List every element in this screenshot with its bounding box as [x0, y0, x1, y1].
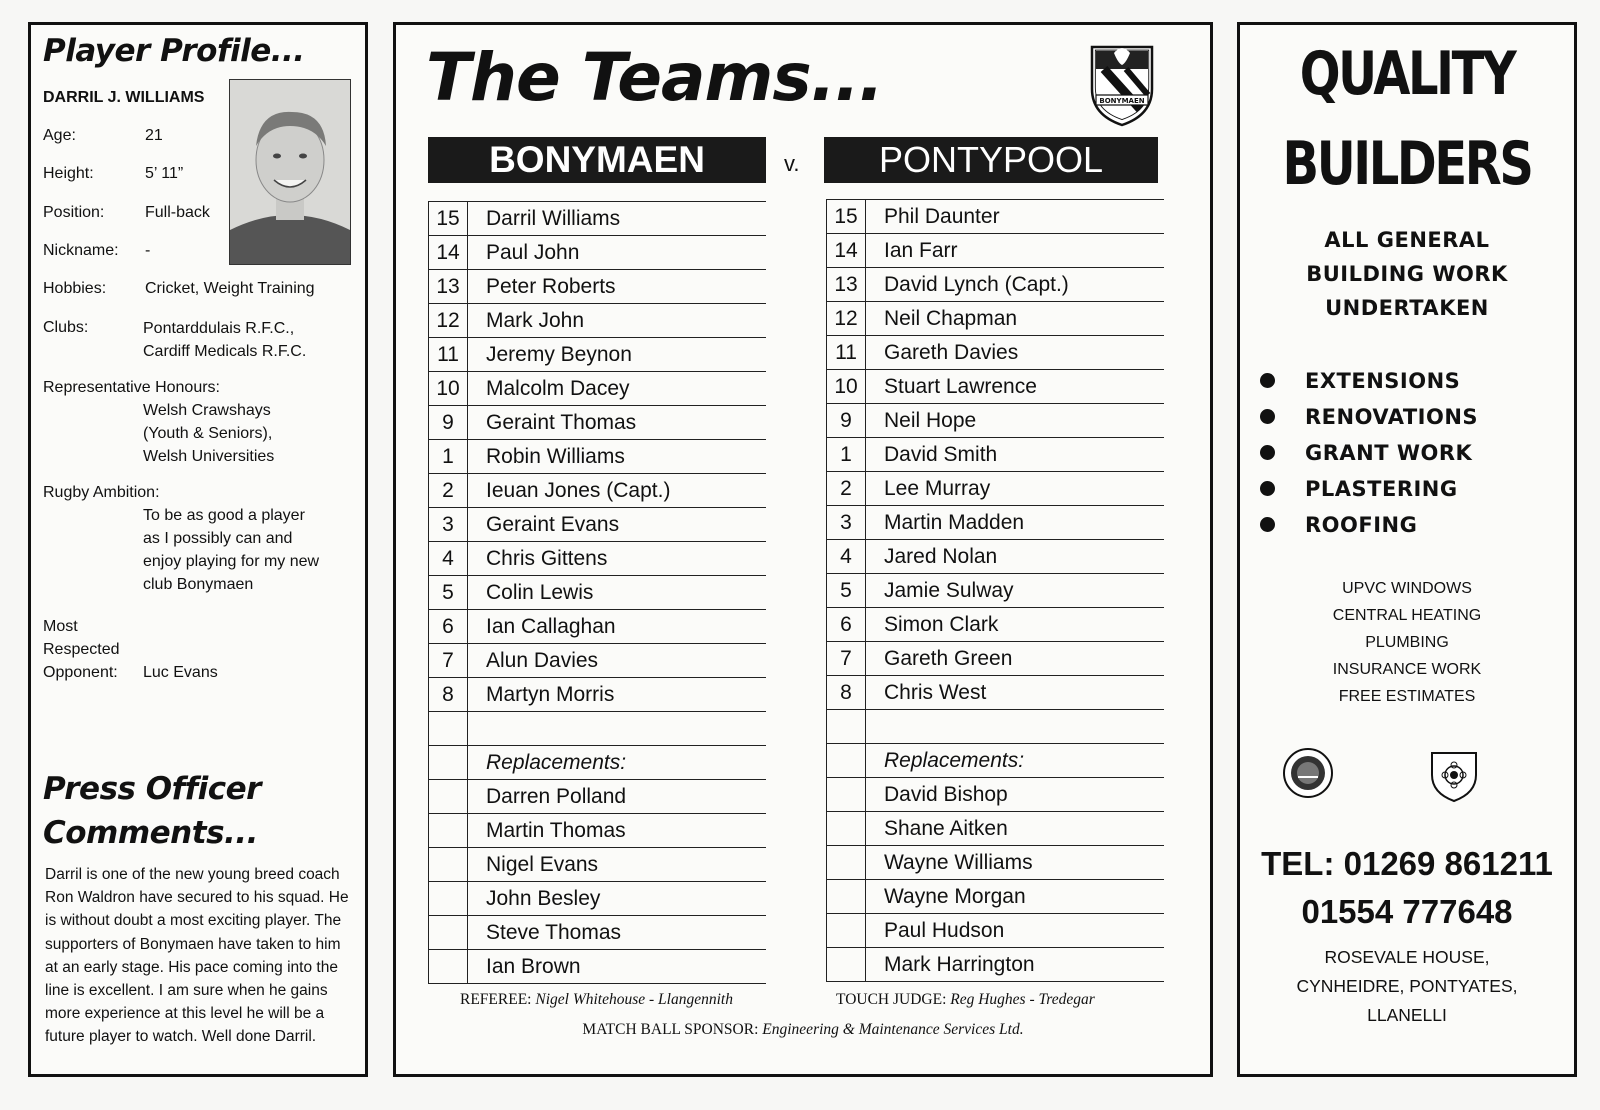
height-row	[43, 165, 183, 183]
home-player-row	[429, 304, 767, 338]
away-player-row	[827, 506, 1165, 540]
player-name: Phil Daunter	[866, 200, 1165, 234]
away-team-name: PONTYPOOL	[824, 137, 1158, 183]
home-player-row	[429, 712, 767, 746]
bullet-icon	[1260, 409, 1275, 424]
age-label: Age:	[43, 127, 76, 144]
player-name: Mark John	[468, 304, 767, 338]
shirt-number: 3	[429, 508, 468, 542]
away-player-row	[827, 676, 1165, 710]
player-name: Martin Madden	[866, 506, 1165, 540]
ad-address	[1240, 943, 1574, 1030]
player-name	[866, 710, 1165, 744]
clubs-label: Clubs:	[43, 319, 89, 336]
ad-sub-line: BUILDING WORK	[1306, 262, 1508, 286]
home-player-row	[429, 372, 767, 406]
player-name: David Lynch (Capt.)	[866, 268, 1165, 302]
hobbies-value: Cricket, Weight Training	[145, 280, 315, 297]
shirt-number: 9	[429, 406, 468, 440]
player-name: Paul John	[468, 236, 767, 270]
away-player-row	[827, 608, 1165, 642]
shirt-number	[827, 812, 866, 846]
height-label: Height:	[43, 165, 94, 182]
player-name: Geraint Thomas	[468, 406, 767, 440]
shirt-number: 10	[429, 372, 468, 406]
shirt-number: 5	[827, 574, 866, 608]
honour-item: (Youth & Seniors),	[143, 425, 273, 442]
shirt-number: 8	[827, 676, 866, 710]
versus-label: v.	[784, 151, 800, 176]
shirt-number: 13	[827, 268, 866, 302]
shirt-number: 1	[429, 440, 468, 474]
player-name	[468, 712, 767, 746]
service-label: RENOVATIONS	[1305, 405, 1479, 429]
home-player-row	[429, 882, 767, 916]
shirt-number: 13	[429, 270, 468, 304]
shirt-number	[429, 780, 468, 814]
bullet-icon	[1260, 517, 1275, 532]
ambition-line: To be as good a player	[143, 507, 305, 524]
shirt-number	[827, 914, 866, 948]
player-name: Robin Williams	[468, 440, 767, 474]
away-player-row	[827, 778, 1165, 812]
replacements-label: Replacements:	[468, 746, 767, 780]
club-item: Cardiff Medicals R.F.C.	[143, 343, 307, 360]
press-officer-title	[43, 767, 261, 855]
player-name: Malcolm Dacey	[468, 372, 767, 406]
press-comments-body: Darril is one of the new young breed coach Ron Waldron have secured to his squad. He is without doubt a most exciting player. The supporters of Bonymaen have taken to him at an early stage. His pace coming into the line is excellent. I am sure when he gains more experience at this level he will be a future player to watch. Well done Darril.	[45, 866, 349, 1046]
home-player-row	[429, 508, 767, 542]
away-player-row	[827, 540, 1165, 574]
other-service: CENTRAL HEATING	[1332, 607, 1482, 624]
home-team-list	[428, 201, 766, 984]
touch-judge	[836, 991, 1095, 1009]
press-title-line: Press Officer	[43, 771, 261, 807]
referee-value: Nigel Whitehouse - Llangennith	[535, 991, 733, 1008]
clubs-row	[43, 319, 145, 337]
away-player-row	[827, 914, 1165, 948]
ad-sub-line: ALL GENERAL	[1324, 228, 1490, 252]
shirt-number	[827, 948, 866, 982]
referee	[460, 991, 733, 1009]
honour-item: Welsh Crawshays	[143, 402, 271, 419]
away-player-row	[827, 200, 1165, 234]
shirt-number: 1	[827, 438, 866, 472]
shirt-number: 11	[429, 338, 468, 372]
ambition-label: Rugby Ambition:	[43, 484, 160, 501]
service-item	[1260, 435, 1478, 471]
bullet-icon	[1260, 481, 1275, 496]
hobbies-label: Hobbies:	[43, 280, 107, 297]
age-value: 21	[145, 127, 163, 144]
shirt-number	[827, 744, 866, 778]
home-player-row	[429, 678, 767, 712]
shirt-number: 8	[429, 678, 468, 712]
player-name: David Bishop	[866, 778, 1165, 812]
home-player-row	[429, 780, 767, 814]
hobbies-row	[43, 280, 315, 298]
player-name: John Besley	[468, 882, 767, 916]
address-line: CYNHEIDRE, PONTYATES,	[1296, 976, 1518, 996]
home-player-row	[429, 576, 767, 610]
other-service: INSURANCE WORK	[1332, 661, 1482, 678]
service-label: GRANT WORK	[1305, 441, 1473, 465]
shirt-number: 12	[827, 302, 866, 336]
shirt-number: 15	[827, 200, 866, 234]
service-item	[1260, 507, 1478, 543]
player-name: DARRIL J. WILLIAMS	[43, 89, 205, 106]
away-player-row	[827, 302, 1165, 336]
home-player-row	[429, 236, 767, 270]
player-photo	[229, 79, 351, 265]
player-name: Ian Callaghan	[468, 610, 767, 644]
opponent-label	[43, 615, 120, 684]
ad-headline-line: BUILDERS	[1282, 129, 1532, 199]
away-player-row	[827, 744, 1165, 778]
shirt-number: 5	[429, 576, 468, 610]
home-player-row	[429, 406, 767, 440]
sponsor-label: MATCH BALL SPONSOR:	[582, 1021, 759, 1038]
away-player-row	[827, 846, 1165, 880]
shirt-number: 12	[429, 304, 468, 338]
ambition-text	[143, 504, 319, 596]
player-name: Wayne Morgan	[866, 880, 1165, 914]
association-logo-right	[1428, 747, 1480, 808]
ambition-line: enjoy playing for my new	[143, 553, 320, 570]
home-team-name: BONYMAEN	[428, 137, 766, 183]
ambition-line: club Bonymaen	[143, 576, 254, 593]
bullet-icon	[1260, 445, 1275, 460]
player-name: Geraint Evans	[468, 508, 767, 542]
player-name: Colin Lewis	[468, 576, 767, 610]
shirt-number	[827, 778, 866, 812]
position-label: Position:	[43, 204, 105, 221]
shirt-number: 3	[827, 506, 866, 540]
player-name: Ieuan Jones (Capt.)	[468, 474, 767, 508]
player-name: Simon Clark	[866, 608, 1165, 642]
ad-sub-line: UNDERTAKEN	[1325, 296, 1489, 320]
service-item	[1260, 399, 1478, 435]
shirt-number: 7	[429, 644, 468, 678]
nickname-value: -	[145, 242, 151, 259]
shirt-number	[827, 880, 866, 914]
clubs-list	[143, 317, 306, 363]
other-services	[1240, 575, 1574, 710]
away-player-row	[827, 642, 1165, 676]
player-name: Ian Farr	[866, 234, 1165, 268]
replacements-label: Replacements:	[866, 744, 1165, 778]
shirt-number: 14	[429, 236, 468, 270]
away-player-row	[827, 472, 1165, 506]
player-name: Neil Hope	[866, 404, 1165, 438]
shirt-number: 11	[827, 336, 866, 370]
shirt-number	[429, 950, 468, 984]
away-player-row	[827, 438, 1165, 472]
telephone-secondary: 01554 777648	[1301, 893, 1513, 930]
position-row	[43, 204, 210, 222]
player-name: Jamie Sulway	[866, 574, 1165, 608]
home-player-row	[429, 542, 767, 576]
player-name: Nigel Evans	[468, 848, 767, 882]
player-name: Martin Thomas	[468, 814, 767, 848]
sponsor-value: Engineering & Maintenance Services Ltd.	[762, 1021, 1024, 1038]
ad-headline-line: QUALITY	[1299, 39, 1515, 109]
player-name: Neil Chapman	[866, 302, 1165, 336]
player-name: Chris Gittens	[468, 542, 767, 576]
round-seal-icon	[1282, 747, 1334, 799]
services-list	[1260, 363, 1478, 543]
shirt-number: 4	[429, 542, 468, 576]
player-name: Chris West	[866, 676, 1165, 710]
player-name: Martyn Morris	[468, 678, 767, 712]
shirt-number	[827, 846, 866, 880]
height-value: 5’ 11”	[145, 165, 184, 182]
shield-rose-icon	[1428, 747, 1480, 803]
shirt-number	[429, 746, 468, 780]
home-player-row	[429, 474, 767, 508]
away-player-row	[827, 370, 1165, 404]
player-name: David Smith	[866, 438, 1165, 472]
away-player-row	[827, 812, 1165, 846]
away-team-list	[826, 199, 1164, 982]
player-name: Jeremy Beynon	[468, 338, 767, 372]
touch-judge-label: TOUCH JUDGE:	[836, 991, 947, 1008]
away-player-row	[827, 880, 1165, 914]
away-player-row	[827, 234, 1165, 268]
shirt-number: 10	[827, 370, 866, 404]
honour-item: Welsh Universities	[143, 448, 275, 465]
telephone-primary: TEL: 01269 861211	[1261, 845, 1553, 882]
home-player-row	[429, 848, 767, 882]
shirt-number: 2	[429, 474, 468, 508]
away-player-row	[827, 336, 1165, 370]
away-player-row	[827, 948, 1165, 982]
player-name: Steve Thomas	[468, 916, 767, 950]
home-player-row	[429, 202, 767, 236]
referee-label: REFEREE:	[460, 991, 532, 1008]
opponent-value: Luc Evans	[143, 664, 218, 681]
teams-panel	[393, 22, 1213, 1077]
quality-builders-advert	[1237, 22, 1577, 1077]
teams-title: The Teams...	[426, 39, 883, 116]
away-player-row	[827, 268, 1165, 302]
shirt-number: 2	[827, 472, 866, 506]
shirt-number: 4	[827, 540, 866, 574]
player-name: Lee Murray	[866, 472, 1165, 506]
ambition-line: as I possibly can and	[143, 530, 293, 547]
other-service: PLUMBING	[1365, 634, 1449, 651]
player-name: Peter Roberts	[468, 270, 767, 304]
player-name: Alun Davies	[468, 644, 767, 678]
player-profile-title: Player Profile...	[43, 33, 305, 69]
bullet-icon	[1260, 373, 1275, 388]
shirt-number: 7	[827, 642, 866, 676]
other-service: UPVC WINDOWS	[1342, 580, 1472, 597]
crest-text: BONYMAEN	[1099, 97, 1145, 105]
nickname-label: Nickname:	[43, 242, 119, 259]
bonymaen-crest-icon	[1086, 39, 1158, 131]
shirt-number	[429, 916, 468, 950]
player-name: Ian Brown	[468, 950, 767, 984]
player-name: Darren Polland	[468, 780, 767, 814]
service-item	[1260, 471, 1478, 507]
home-player-row	[429, 644, 767, 678]
honours-label: Representative Honours:	[43, 379, 220, 396]
player-name: Jared Nolan	[866, 540, 1165, 574]
press-title-line: Comments...	[43, 815, 258, 851]
shirt-number	[429, 848, 468, 882]
age-row	[43, 127, 163, 145]
club-crest	[1086, 39, 1158, 131]
service-label: ROOFING	[1305, 513, 1418, 537]
player-name: Stuart Lawrence	[866, 370, 1165, 404]
service-label: EXTENSIONS	[1305, 369, 1461, 393]
service-label: PLASTERING	[1305, 477, 1458, 501]
home-player-row	[429, 916, 767, 950]
player-profile-panel	[28, 22, 368, 1077]
home-player-row	[429, 440, 767, 474]
home-player-row	[429, 610, 767, 644]
home-player-row	[429, 746, 767, 780]
club-item: Pontarddulais R.F.C.,	[143, 320, 295, 337]
away-player-row	[827, 710, 1165, 744]
address-line: ROSEVALE HOUSE,	[1324, 947, 1490, 967]
match-ball-sponsor	[396, 1021, 1210, 1039]
home-player-row	[429, 814, 767, 848]
player-name: Shane Aitken	[866, 812, 1165, 846]
away-player-row	[827, 574, 1165, 608]
shirt-number	[429, 882, 468, 916]
shirt-number: 6	[429, 610, 468, 644]
home-player-row	[429, 270, 767, 304]
shirt-number	[429, 814, 468, 848]
player-name: Darril Williams	[468, 202, 767, 236]
player-portrait-icon	[230, 80, 350, 264]
service-item	[1260, 363, 1478, 399]
home-player-row	[429, 338, 767, 372]
shirt-number	[429, 712, 468, 746]
touch-judge-value: Reg Hughes - Tredegar	[950, 991, 1095, 1008]
away-player-row	[827, 404, 1165, 438]
opponent-label-line: Opponent:	[43, 664, 118, 681]
position-value: Full-back	[145, 204, 210, 221]
shirt-number: 14	[827, 234, 866, 268]
player-name: Paul Hudson	[866, 914, 1165, 948]
opponent-label-line: Most	[43, 618, 78, 635]
shirt-number: 15	[429, 202, 468, 236]
player-name: Gareth Green	[866, 642, 1165, 676]
nickname-row	[43, 242, 150, 260]
shirt-number: 6	[827, 608, 866, 642]
honours-list	[143, 399, 274, 468]
association-logo-left	[1282, 747, 1334, 804]
other-service: FREE ESTIMATES	[1338, 688, 1476, 705]
opponent-label-line: Respected	[43, 641, 120, 658]
player-name: Gareth Davies	[866, 336, 1165, 370]
address-line: LLANELLI	[1367, 1005, 1447, 1025]
player-name: Mark Harrington	[866, 948, 1165, 982]
home-player-row	[429, 950, 767, 984]
player-name: Wayne Williams	[866, 846, 1165, 880]
shirt-number	[827, 710, 866, 744]
ad-subheading	[1240, 223, 1574, 325]
shirt-number: 9	[827, 404, 866, 438]
